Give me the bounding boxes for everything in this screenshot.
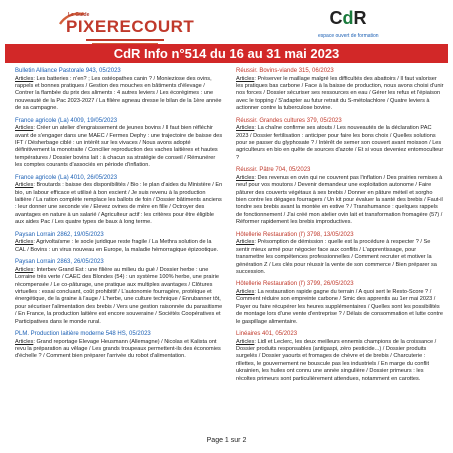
issue-title: CdR Info n°514 du 16 au 31 mai 2023 [113,46,340,61]
article-entry [236,118,444,163]
articles-label: Articles [15,182,34,189]
article-list: : Agrivoltaïsme : le socle juridique reste fragile / La Methra solution de la CAL / Bovins : un virus nouveau en Europe, la maladie hémorragique épizootique. [15,239,219,253]
articles-label: Articles [15,75,34,82]
articles-label: Articles [236,338,255,345]
article-list: : La chaîne confirme ses atouts / Les nouveautés de la déclaration PAC 2023 / Dossier fertilisation : anticiper pour faire les bons choix / Quelles solutions pour se passer du glyphosate ? / Intérêt de semer son couvert avant moisson / Les agriculteurs en bio en quête de sources d'azote / Et si vous deveniez entomoculteur ? [236,125,444,161]
publication-title: Linéaires 401, 05/2023 [236,330,298,337]
article-entry [236,331,444,383]
articles-label: Articles [236,239,255,246]
pixerecourt-logo [58,8,195,42]
publication-title: Réussir. Grandes cultures 379, 05/2023 [236,117,342,124]
publication-title: PLM. Production laitière moderne 548 HS, 05/2023 [15,330,151,337]
articles-label: Articles [236,75,255,82]
page-number: Page 1 sur 2 [206,437,247,444]
article-list: : Créer un atelier d'engraissement de jeunes bovins / Il faut bien réfléchir avant de s'engager dans une MAEC / Fermes Dephy : une trajectoire de baisse des IFT / Désherbage ciblé : un intérêt sur les vivaces / Nous avons adopté définitivement la monotraite / Concilier reproduction des vaches laitières et hautes températures / Dossier bovins lait : à chacun sa stratégie de conseil / Rémunérer les comptes courants d'associés en période d'inflation. [15,125,223,169]
articles-label: Articles [15,266,34,273]
article-entry [236,281,444,326]
article-list: : Des revenus en ovin qui ne couvrent pas l'inflation / Des prairies remises à neuf pour vos moutons / Devenir demandeur une exploitation autonome / Faire pâturer des couverts végétaux à ses brebis / Donner en pâture méteil et sorgho bien contre les dégages fourragers / Un kit pour évaluer la santé des brebis / Faut-il tondre ses brebis avant la montée en estive ? / Transhumance : quelques rappels de fonctionnement / J'ai créé mon atelier ovin lait et transformation fromagère (57) / Réformer rapidement les brebis improductives. [236,174,443,226]
articles-label: Articles [236,288,255,295]
article-list: : Les batteries : n'en? ; Les ostéopathes canin ? / Monieziose des ovins, rappels et bonnes pratiques / Gestion des mouches en bâtiments d'élevage / Contrer la flambée du prix des aliments : 4 autres leviers / Les écorégimes : une nouveauté de la Pac 2023-2027 / La filière agneau dresse le bilan de la 1ère année de sa campagne. [15,75,222,112]
cdr-tagline: espace ouvert de formation [318,33,379,39]
article-entry [15,331,223,361]
article-entry [15,118,223,170]
article-list: : Broutards : baisse des disponibilités / Bio : le plan d'aides du Ministère / En bio, un labour efficace et utilisé à bon escient / Je suis revenu à la production laitière / La ration complète remplace les ballots de foin / Dossier bâtiments anciens : leur donner une seconde vie / Elevez ovines de mère en fille / Octroyer des avantages en nature à un salarié / Agriculteur actif : les critères pour être éligible aux aides Pac / Les quatre types de baux à long terme. [15,182,223,226]
article-entry [236,167,444,226]
article-entry [15,232,223,254]
publication-title: Réussir. Bovins-viande 315, 06/2023 [236,68,334,74]
article-entry [236,232,444,277]
logo-small-text: Le Guide [68,12,90,18]
publication-title: France agricole (La) 4009, 19/05/2023 [15,117,118,124]
article-list: : La restauration rapide gagne du terrain / A quoi sert le Resto-Score ? / Comment réduire son empreinte carbone / Smic des apprentis au 1er mai 2023 / Payer ou faire récupérer les heures supplémentaires / Quelles sont les possibilités de montage lors d'une vente d'entreprise ? / Délais de consommation et lutte contre le gaspillage alimentaire. [236,288,444,325]
articles-label: Articles [236,125,255,132]
publication-title: Paysan Lorrain 2862, 19/05/2023 [15,231,104,238]
article-entry [15,175,223,227]
publication-title: Hôtellerie Restauration (l') 3799, 26/05/2023 [236,281,354,288]
articles-label: Articles [15,125,34,132]
publication-title: Réussir. Pâtre 704, 05/2023 [236,167,311,174]
article-list: : Présomption de démission : quelle est la procédure à respecter ? / Se sentir mieux armé pour négocier face aux conflits / L'apprentissage, pour transmettre les compétences professionnelles / Comment recruter et motiver la génération Z / Les clés pour réussir la vente de son commerce / Bien préparer sa succession. [236,239,437,275]
cdr-logo [318,6,378,48]
article-list: : Lidl et Leclerc, les deux meilleurs ennemis champions de la croissance / Dossier produits responsables (antigaspi, zéro pesticide...) / Dossier produits surgelés / Dossier yaourts et fromages de chèvre et de brebis / Charcuterie : rillettes, le gouvernement ne bouscule pas les industriels / En marge du conflit ukrainien, les huiles ont connu une année singulière / Dossier primeurs : les récoltes primeurs sont particulièrement attendues, notamment en carottes. [236,338,437,382]
articles-label: Articles [15,239,34,246]
article-list: : Interbev Grand Est : une filière au milieu du gué / Dossier herbe : une Lorraine très verte / CAEC des Blondes (54) : un système 100% herbe, une prairie récompensée / Le co-pâturage, une pratique aux multiples avantages / Clôtures virtuelles : essai concluant, coût prohibitif / L'autonomie fourragère, protéique et énergétique, de la graine à l'auge / L'herbe, une culture technique / Enrubanner tôt, pour sécuriser l'alimentation des brebis / Vers une gestion raisonnée du parasitisme / En France, la production laitière est encore souveraine / Sociétés Coopératives et Participatives dans le monde rural. [15,266,223,325]
right-column [236,68,444,388]
article-list: : Préserver le maillage malgré les difficultés des abattoirs / Il faut valoriser les pratiques bas carbone / Face à la baisse de production, nous avons choisi d'unir nos forces / Dossier sécuriser ses ressources en eau / Gérer les refus et l'épiaison avec le topping / S'adapter au futur retrait du S-métolachlore / Quatre leviers à actionner contre la tuberculose bovine. [236,75,444,112]
publication-title: Bulletin Alliance Pastorale 943, 05/2023 [15,68,121,74]
publication-title: Hôtellerie Restauration (l') 3798, 13/05/2023 [236,231,354,238]
header [0,0,453,60]
publication-title: Paysan Lorrain 2863, 26/05/2023 [15,259,104,266]
article-entry [15,259,223,326]
article-list: : Grand reportage Elevage Heusmann (Allemagne) / Nicolas et Kalista ont revu la préparation au vêlage / Les grands troupeaux permettent-ils des économies d'échelle ? / Comment bien préparer l'arrivée du robot d'alimentation. [15,338,221,360]
left-column [15,68,223,366]
publication-title: France agricole (La) 4010, 26/05/2023 [15,174,118,181]
article-entry [236,68,444,113]
logo-underline [86,39,164,41]
articles-label: Articles [15,338,34,345]
article-entry [15,68,223,113]
issue-title-banner [5,44,448,63]
articles-label: Articles [236,174,255,181]
logo-name: PIXERECOURT [66,17,195,36]
cdr-logo-text: CdR [329,8,367,28]
